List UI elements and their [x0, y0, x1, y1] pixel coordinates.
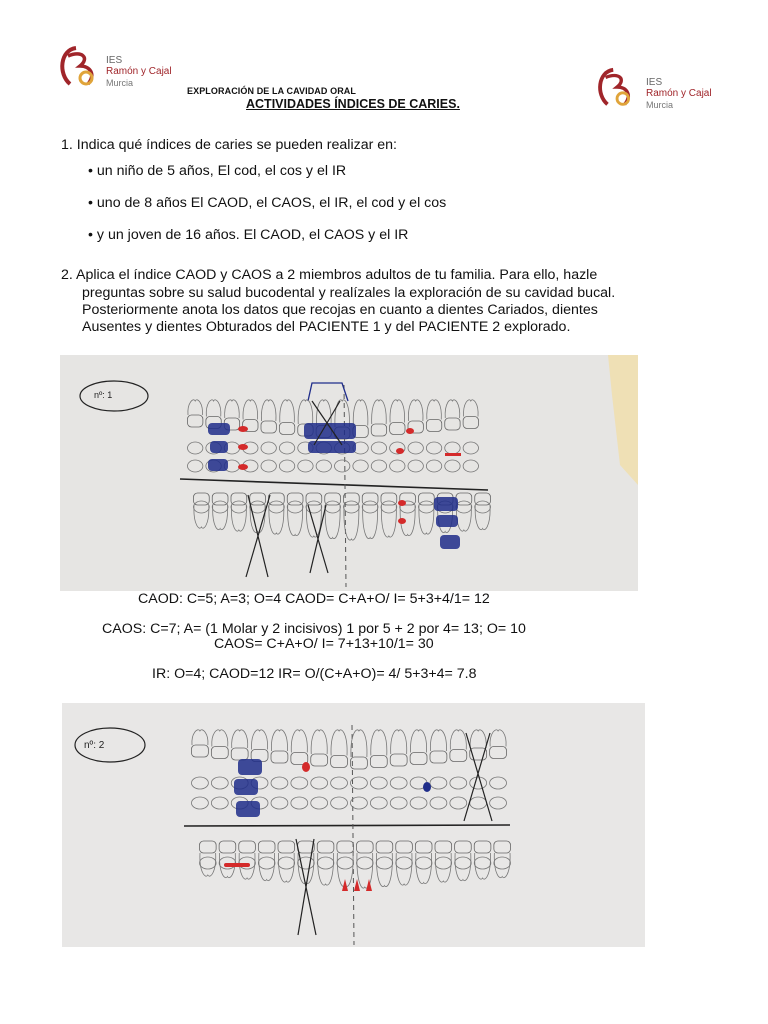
- tooth-occlusal-sketch: [212, 501, 228, 513]
- tooth-crown-sketch: [494, 841, 511, 853]
- tooth-occlusal-sketch: [494, 857, 511, 869]
- tooth-root-sketch: [450, 730, 466, 750]
- tooth-occlusal-sketch: [317, 857, 334, 869]
- logo-emblem-icon: [56, 44, 106, 92]
- tooth-marking: [210, 441, 228, 453]
- logo-emblem-icon: [592, 66, 644, 112]
- tooth-root-sketch: [411, 730, 427, 753]
- tooth-occlusal-sketch: [298, 460, 313, 472]
- tooth-root-sketch: [419, 505, 434, 534]
- tooth-occlusal-sketch: [362, 501, 378, 513]
- tooth-marking: [406, 428, 414, 434]
- tooth-occlusal-sketch: [353, 460, 368, 472]
- tooth-crown-sketch: [390, 423, 405, 435]
- tooth-marking: [423, 782, 431, 792]
- tooth-occlusal-sketch: [258, 857, 275, 869]
- tooth-crown-sketch: [463, 417, 478, 429]
- tooth-occlusal-sketch: [463, 442, 478, 454]
- tooth-occlusal-sketch: [331, 797, 348, 809]
- tooth-occlusal-sketch: [410, 797, 427, 809]
- tooth-root-sketch: [363, 505, 378, 539]
- tooth-root-sketch: [271, 730, 287, 751]
- tooth-occlusal-sketch: [331, 777, 348, 789]
- tooth-crown-sketch: [219, 841, 236, 853]
- tooth-root-sketch: [200, 853, 216, 876]
- tooth-marking: [396, 448, 404, 454]
- tooth-occlusal-sketch: [188, 442, 203, 454]
- tooth-occlusal-sketch: [192, 797, 209, 809]
- tooth-crown-sketch: [371, 424, 386, 436]
- tooth-occlusal-sketch: [370, 777, 387, 789]
- logo-line1: IES: [646, 77, 663, 88]
- absent-tooth-cross: [298, 839, 314, 935]
- patient1-caos-line1: CAOS: C=7; A= (1 Molar y 2 incisivos) 1 por 5 + 2 por 4= 13; O= 10: [102, 621, 526, 637]
- tooth-marking: [398, 518, 406, 524]
- tooth-occlusal-sketch: [291, 777, 308, 789]
- tooth-root-sketch: [344, 505, 359, 540]
- tooth-occlusal-sketch: [371, 442, 386, 454]
- tooth-occlusal-sketch: [325, 501, 341, 513]
- tooth-crown-sketch: [192, 745, 209, 757]
- tooth-occlusal-sketch: [370, 797, 387, 809]
- tooth-occlusal-sketch: [470, 797, 487, 809]
- tooth-occlusal-sketch: [415, 857, 432, 869]
- tooth-root-sketch: [408, 400, 423, 421]
- patient1-caos-line2: CAOS= C+A+O/ I= 7+13+10/1= 30: [214, 636, 434, 652]
- dental-chart-drawing: [62, 703, 645, 947]
- tooth-occlusal-sketch: [351, 777, 368, 789]
- school-logo-left: [56, 44, 176, 92]
- tooth-root-sketch: [232, 730, 248, 748]
- tooth-root-sketch: [381, 505, 396, 537]
- tooth-occlusal-sketch: [261, 460, 276, 472]
- tooth-crown-sketch: [239, 841, 256, 853]
- tooth-occlusal-sketch: [271, 797, 288, 809]
- tooth-marking: [342, 879, 348, 891]
- tooth-crown-sketch: [188, 415, 203, 427]
- tooth-occlusal-sketch: [450, 777, 467, 789]
- dental-chart-photo-patient2: [62, 703, 645, 947]
- tooth-root-sketch: [269, 505, 284, 534]
- tooth-root-sketch: [212, 730, 228, 747]
- tooth-crown-sketch: [430, 751, 447, 763]
- tooth-crown-sketch: [200, 841, 217, 853]
- tooth-crown-sketch: [271, 751, 288, 763]
- tooth-occlusal-sketch: [474, 857, 491, 869]
- tooth-marking: [224, 863, 250, 867]
- tooth-crown-sketch: [211, 747, 228, 759]
- tooth-crown-sketch: [490, 747, 507, 759]
- tooth-occlusal-sketch: [456, 501, 472, 513]
- tooth-crown-sketch: [415, 841, 432, 853]
- tooth-occlusal-sketch: [376, 857, 393, 869]
- tooth-marking: [304, 423, 356, 439]
- tooth-root-sketch: [243, 400, 258, 420]
- tooth-root-sketch: [192, 730, 208, 745]
- tooth-crown-sketch: [455, 841, 472, 853]
- tooth-root-sketch: [288, 505, 303, 536]
- tooth-marking: [238, 426, 248, 432]
- tooth-root-sketch: [231, 505, 246, 531]
- tooth-root-sketch: [225, 400, 240, 418]
- tooth-occlusal-sketch: [490, 777, 507, 789]
- tooth-occlusal-sketch: [344, 501, 360, 513]
- logo-line3: Murcia: [106, 78, 134, 88]
- tooth-occlusal-sketch: [211, 797, 228, 809]
- tooth-root-sketch: [291, 730, 307, 753]
- tooth-occlusal-sketch: [390, 777, 407, 789]
- question2-line: Ausentes y dientes Obturados del PACIENTE 1 y del PACIENTE 2 explorado.: [82, 319, 571, 335]
- tooth-marking: [398, 500, 406, 506]
- tooth-crown-sketch: [261, 421, 276, 433]
- tooth-root-sketch: [490, 730, 506, 747]
- tooth-marking: [440, 535, 460, 549]
- tooth-marking: [366, 879, 372, 891]
- tooth-root-sketch: [298, 400, 313, 424]
- tooth-occlusal-sketch: [381, 501, 397, 513]
- tooth-occlusal-sketch: [316, 460, 331, 472]
- tooth-occlusal-sketch: [435, 857, 452, 869]
- tooth-root-sketch: [351, 730, 367, 757]
- tooth-crown-sketch: [410, 753, 427, 765]
- logo-line3: Murcia: [646, 100, 674, 110]
- absent-tooth-cross: [464, 733, 490, 821]
- tooth-occlusal-sketch: [311, 777, 328, 789]
- tooth-crown-sketch: [351, 757, 368, 769]
- document-title: ACTIVIDADES ÍNDICES DE CARIES.: [246, 97, 460, 111]
- tooth-occlusal-sketch: [450, 797, 467, 809]
- tooth-root-sketch: [372, 400, 387, 424]
- patient1-caod: CAOD: C=5; A=3; O=4 CAOD= C+A+O/ I= 5+3+4/1= 12: [138, 591, 490, 607]
- tooth-occlusal-sketch: [430, 777, 447, 789]
- tooth-crown-sketch: [376, 841, 393, 853]
- tooth-occlusal-sketch: [211, 777, 228, 789]
- tooth-marking: [238, 759, 262, 775]
- question1-item: • uno de 8 años El CAOD, el CAOS, el IR, el cod y el cos: [88, 195, 447, 211]
- question2-line: Posteriormente anota los datos que recojas en cuanto a dientes Cariados, dientes: [82, 302, 598, 318]
- tooth-occlusal-sketch: [279, 460, 294, 472]
- tooth-root-sketch: [475, 505, 490, 530]
- tooth-occlusal-sketch: [271, 777, 288, 789]
- tooth-occlusal-sketch: [335, 460, 350, 472]
- tooth-occlusal-sketch: [192, 777, 209, 789]
- tooth-occlusal-sketch: [311, 797, 328, 809]
- tooth-root-sketch: [206, 400, 221, 417]
- tooth-marking: [434, 497, 458, 511]
- tooth-occlusal-sketch: [408, 460, 423, 472]
- tooth-occlusal-sketch: [445, 442, 460, 454]
- tooth-occlusal-sketch: [261, 442, 276, 454]
- tooth-marking: [302, 762, 310, 772]
- tooth-occlusal-sketch: [279, 442, 294, 454]
- tooth-crown-sketch: [317, 841, 334, 853]
- tooth-occlusal-sketch: [278, 857, 295, 869]
- tooth-root-sketch: [430, 730, 446, 751]
- tooth-occlusal-sketch: [470, 777, 487, 789]
- tooth-root-sketch: [464, 400, 479, 417]
- tooth-crown-sketch: [435, 841, 452, 853]
- tooth-occlusal-sketch: [200, 857, 217, 869]
- tooth-occlusal-sketch: [390, 797, 407, 809]
- dental-chart-photo-patient1: [60, 355, 638, 591]
- tooth-occlusal-sketch: [455, 857, 472, 869]
- tooth-occlusal-sketch: [396, 857, 413, 869]
- tooth-crown-sketch: [311, 754, 328, 766]
- tooth-root-sketch: [390, 400, 405, 423]
- tooth-crown-sketch: [279, 423, 294, 435]
- tooth-root-sketch: [335, 400, 350, 427]
- tooth-marking: [236, 801, 260, 817]
- logo-line1: IES: [106, 55, 123, 66]
- tooth-occlusal-sketch: [351, 797, 368, 809]
- tooth-root-sketch: [456, 505, 471, 531]
- tooth-crown-sketch: [396, 841, 413, 853]
- tooth-crown-sketch: [278, 841, 295, 853]
- question1-item: • un niño de 5 años, El cod, el cos y el IR: [88, 163, 347, 179]
- tooth-root-sketch: [280, 400, 295, 423]
- tooth-crown-sketch: [474, 841, 491, 853]
- absent-tooth-cross: [310, 505, 326, 573]
- tooth-root-sketch: [331, 730, 347, 756]
- tooth-occlusal-sketch: [426, 460, 441, 472]
- tooth-occlusal-sketch: [371, 460, 386, 472]
- tooth-occlusal-sketch: [188, 460, 203, 472]
- tooth-occlusal-sketch: [445, 460, 460, 472]
- dental-chart-drawing: [60, 355, 638, 591]
- tooth-occlusal-sketch: [430, 797, 447, 809]
- tooth-root-sketch: [317, 400, 332, 426]
- tooth-root-sketch: [353, 400, 368, 426]
- tooth-root-sketch: [427, 400, 442, 420]
- tooth-marking: [234, 779, 258, 795]
- tooth-crown-sketch: [426, 420, 441, 432]
- absent-tooth-cross: [466, 733, 492, 821]
- logo-line2: Ramón y Cajal: [106, 66, 172, 77]
- tooth-marking: [436, 515, 458, 527]
- tooth-crown-sketch: [357, 841, 374, 853]
- tooth-crown-sketch: [337, 841, 354, 853]
- tooth-crown-sketch: [370, 756, 387, 768]
- question1-prompt: 1. Indica qué índices de caries se pueden realizar en:: [61, 137, 397, 153]
- tooth-crown-sketch: [258, 841, 275, 853]
- tooth-crown-sketch: [445, 418, 460, 430]
- tooth-occlusal-sketch: [194, 501, 210, 513]
- tooth-occlusal-sketch: [337, 857, 354, 869]
- tooth-root-sketch: [470, 730, 486, 748]
- tooth-occlusal-sketch: [287, 501, 303, 513]
- tooth-crown-sketch: [390, 754, 407, 766]
- tooth-root-sketch: [445, 400, 460, 418]
- tooth-root-sketch: [194, 505, 209, 528]
- tooth-crown-sketch: [331, 756, 348, 768]
- question2-line: preguntas sobre su salud bucodental y realízales la exploración de su cavidad bucal.: [82, 285, 616, 301]
- document-subtitle: EXPLORACIÓN DE LA CAVIDAD ORAL: [187, 86, 357, 96]
- tooth-root-sketch: [416, 853, 432, 884]
- tooth-crown-sketch: [450, 750, 467, 762]
- tooth-root-sketch: [391, 730, 407, 754]
- tooth-occlusal-sketch: [475, 501, 491, 513]
- tooth-marking: [238, 444, 248, 450]
- patient1-label: nº: 1: [94, 390, 113, 400]
- tooth-root-sketch: [371, 730, 387, 756]
- tooth-root-sketch: [252, 730, 268, 750]
- tooth-occlusal-sketch: [357, 857, 374, 869]
- tooth-root-sketch: [325, 505, 340, 539]
- tooth-occlusal-sketch: [490, 797, 507, 809]
- tooth-root-sketch: [188, 400, 203, 415]
- question2-line: 2. Aplica el índice CAOD y CAOS a 2 miembros adultos de tu familia. Para ello, hazle: [61, 267, 598, 283]
- tooth-occlusal-sketch: [231, 501, 247, 513]
- tooth-marking: [208, 423, 230, 435]
- logo-line2: Ramón y Cajal: [646, 88, 712, 99]
- tooth-occlusal-sketch: [390, 460, 405, 472]
- patient2-label: nº: 2: [84, 740, 105, 751]
- tooth-occlusal-sketch: [291, 797, 308, 809]
- tooth-occlusal-sketch: [426, 442, 441, 454]
- tooth-marking: [445, 453, 461, 456]
- tooth-occlusal-sketch: [419, 501, 435, 513]
- patient1-ir: IR: O=4; CAOD=12 IR= O/(C+A+O)= 4/ 5+3+4= 7.8: [152, 666, 477, 682]
- tooth-crown-sketch: [231, 748, 248, 760]
- tooth-occlusal-sketch: [408, 442, 423, 454]
- tooth-root-sketch: [377, 853, 393, 887]
- tooth-occlusal-sketch: [463, 460, 478, 472]
- tooth-root-sketch: [311, 730, 327, 754]
- school-logo-right: [592, 66, 722, 114]
- tooth-root-sketch: [213, 505, 228, 530]
- tooth-marking: [238, 464, 248, 470]
- question1-item: • y un joven de 16 años. El CAOD, el CAOS y el IR: [88, 227, 409, 243]
- tooth-occlusal-sketch: [269, 501, 285, 513]
- tooth-marking: [208, 459, 228, 471]
- tooth-root-sketch: [261, 400, 276, 421]
